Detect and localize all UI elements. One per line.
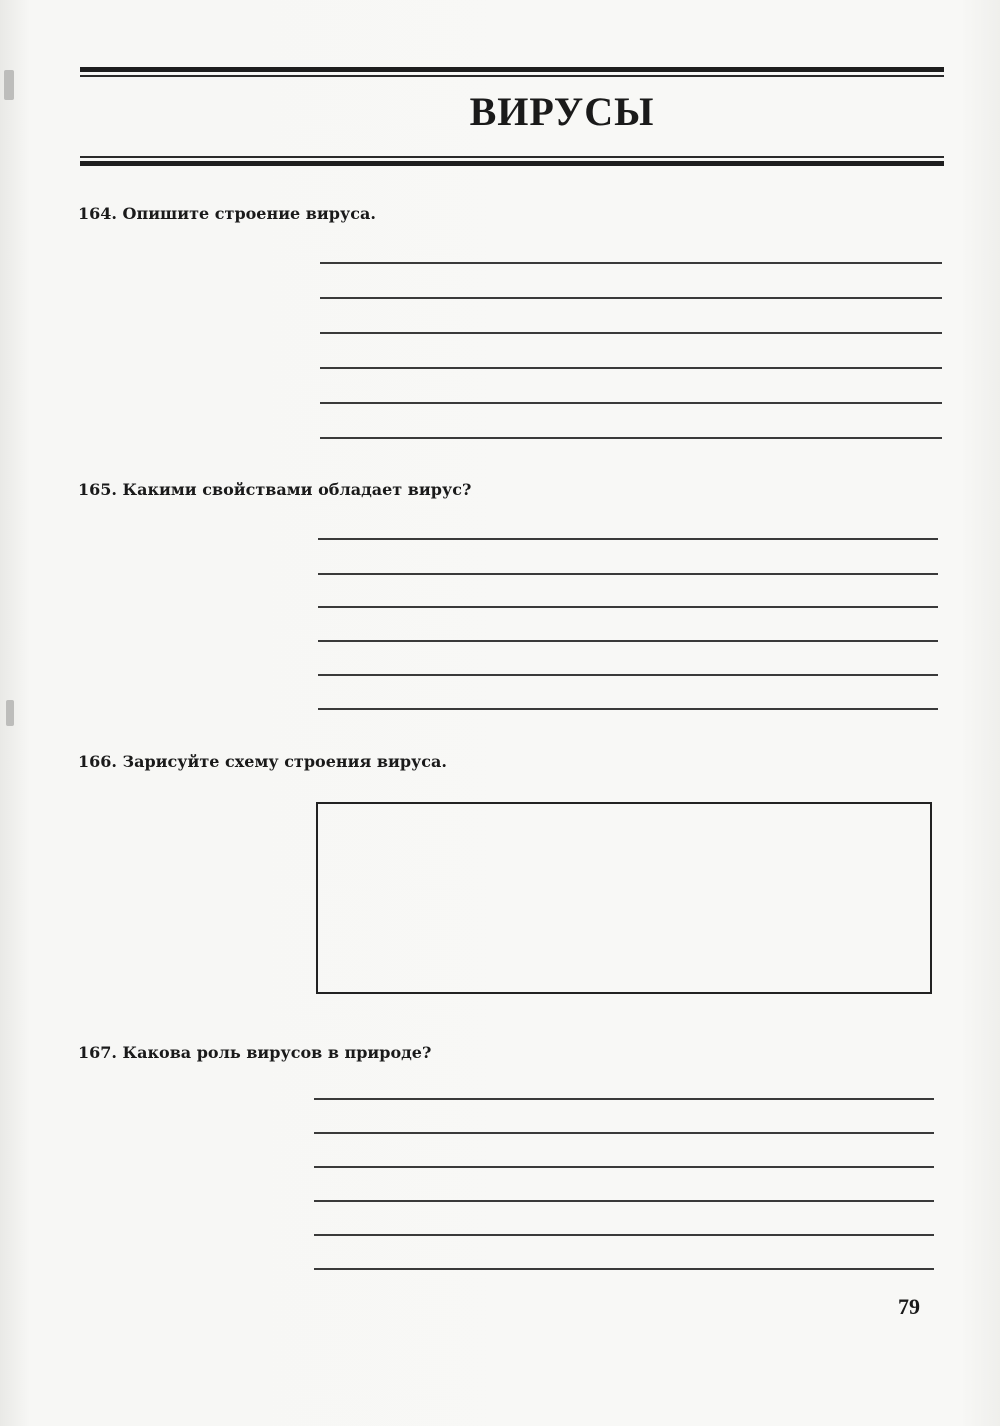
answer-line[interactable] — [314, 1166, 934, 1168]
answer-line[interactable] — [320, 437, 942, 439]
answer-line[interactable] — [320, 262, 942, 264]
answer-line[interactable] — [314, 1268, 934, 1270]
answer-line[interactable] — [318, 573, 938, 575]
question-166: 166. Зарисуйте схему строения вируса. — [78, 752, 447, 771]
answer-line[interactable] — [320, 297, 942, 299]
page-number: 79 — [898, 1294, 920, 1319]
question-167: 167. Какова роль вирусов в природе? — [78, 1043, 432, 1062]
question-164: 164. Опишите строение вируса. — [78, 204, 376, 223]
answer-line[interactable] — [314, 1200, 934, 1202]
answer-line[interactable] — [318, 640, 938, 642]
answer-line[interactable] — [318, 606, 938, 608]
answer-line[interactable] — [318, 674, 938, 676]
answer-line[interactable] — [320, 402, 942, 404]
answer-line[interactable] — [314, 1234, 934, 1236]
answer-line[interactable] — [318, 708, 938, 710]
title-bottom-rule — [80, 156, 944, 166]
answer-line[interactable] — [314, 1132, 934, 1134]
drawing-box[interactable] — [316, 802, 932, 994]
answer-line[interactable] — [320, 332, 942, 334]
scan-mark — [4, 70, 14, 100]
chapter-title: ВИРУСЫ — [469, 89, 655, 134]
scan-mark — [6, 700, 14, 726]
question-165: 165. Какими свойствами обладает вирус? — [78, 480, 472, 499]
answer-line[interactable] — [318, 538, 938, 540]
answer-line[interactable] — [314, 1098, 934, 1100]
answer-line[interactable] — [320, 367, 942, 369]
top-rule — [80, 67, 944, 77]
